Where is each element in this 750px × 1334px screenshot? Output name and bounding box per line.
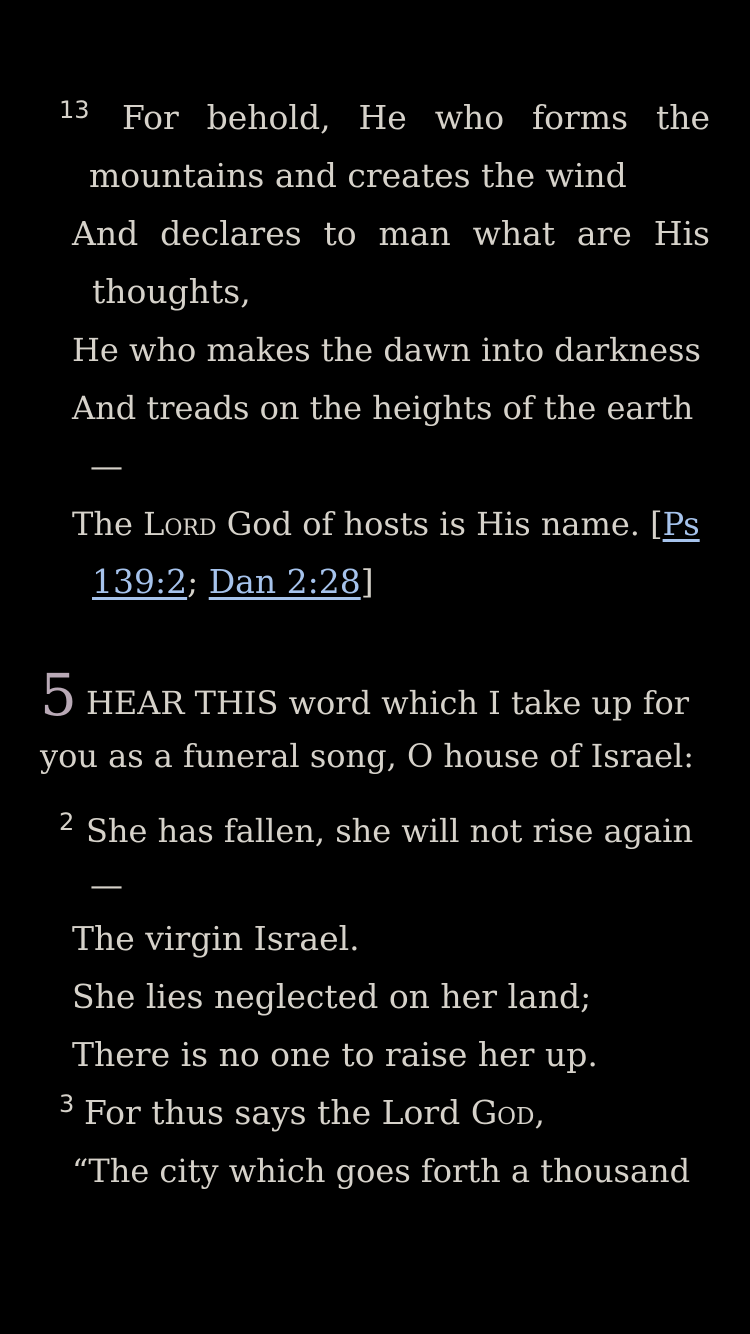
verse-line: He who makes the dawn into darkness [72,331,701,369]
verse-line: mountains and creates the wind [89,156,627,195]
verse-line: The Lord God of hosts is His name. [Ps [72,505,700,543]
verse-line: She lies neglected on her land; [72,977,592,1016]
cross-reference-link-ps-139-2[interactable]: 139:2 [92,562,188,601]
chapter-opening-line: HEAR THIS word which I take up for [86,684,690,722]
verse-line: And treads on the heights of the earth [72,389,694,427]
verse-line: There is no one to raise her up. [72,1035,598,1074]
verse-line: — [90,865,123,904]
cross-reference-link-ps[interactable]: Ps [662,505,700,543]
verse-line: She has fallen, she will not rise again [86,812,694,850]
verse-line: And declares to man what are His [72,214,710,253]
verse-line: For behold, He who forms the [122,98,710,137]
verse-number: 3 [59,1090,75,1118]
verse-line: — [90,446,123,485]
lord-small-caps: Lord [143,505,217,543]
cross-reference-link-dan-2-28[interactable]: Dan 2:28 [208,562,361,601]
verse-number: 13 [59,96,90,124]
chapter-number: 5 [40,661,77,729]
verse-line: The virgin Israel. [72,919,360,958]
verse-line: For thus says the Lord God, [84,1093,545,1132]
god-small-caps: God [470,1093,535,1132]
verse-number: 2 [59,808,75,836]
verse-line: 139:2; Dan 2:28] [92,562,374,601]
chapter-opening-line: you as a funeral song, O house of Israel: [40,737,695,775]
verse-line: “The city which goes forth a thousand [72,1152,691,1190]
verse-line: thoughts, [92,272,251,311]
